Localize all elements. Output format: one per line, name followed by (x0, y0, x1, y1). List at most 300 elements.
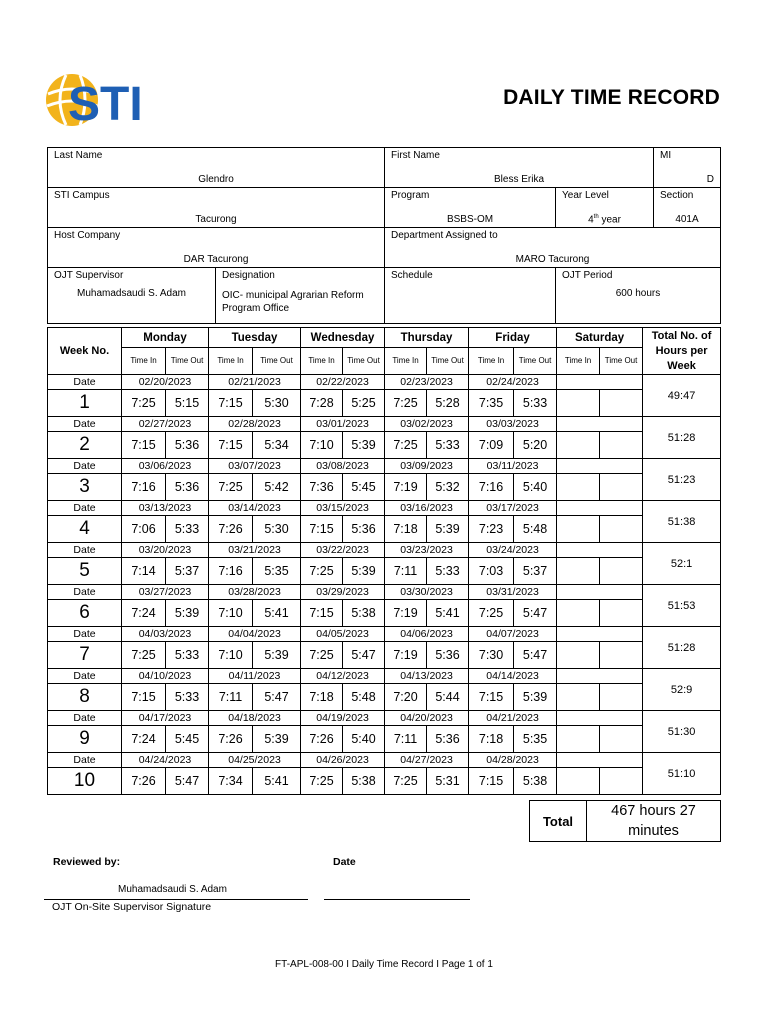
date-cell-thursday: 03/16/2023 (385, 501, 469, 516)
time-in-thursday: 7:25 (385, 390, 427, 417)
time-out-tuesday: 5:30 (253, 390, 301, 417)
time-out-friday: 5:37 (514, 558, 557, 585)
time-out-wednesday: 5:38 (343, 600, 385, 627)
time-in-wednesday: 7:25 (301, 558, 343, 585)
date-cell-tuesday: 04/11/2023 (209, 669, 301, 684)
time-out-tuesday: 5:39 (253, 726, 301, 753)
reviewer-name: Muhamadsaudi S. Adam (118, 884, 227, 895)
time-in-wednesday: 7:18 (301, 684, 343, 711)
date-cell-wednesday: 03/15/2023 (301, 501, 385, 516)
date-row-label: Date (48, 501, 122, 516)
year-level-label: Year Level (562, 190, 609, 201)
time-out-monday: 5:37 (166, 558, 209, 585)
time-in-friday: 7:35 (469, 390, 514, 417)
section-label: Section (660, 190, 694, 201)
time-in-tuesday: 7:25 (209, 474, 253, 501)
time-out-monday: 5:39 (166, 600, 209, 627)
week-number: 5 (48, 558, 122, 585)
time-in-header-tuesday: Time In (209, 348, 253, 375)
year-level-value: 4th year (588, 213, 621, 225)
time-in-monday: 7:14 (122, 558, 166, 585)
time-out-wednesday: 5:38 (343, 768, 385, 795)
time-in-monday: 7:25 (122, 390, 166, 417)
page-title: DAILY TIME RECORD (503, 86, 720, 109)
date-cell-friday: 03/03/2023 (469, 417, 557, 432)
campus-cell (48, 188, 385, 228)
time-in-saturday (557, 432, 600, 459)
time-in-monday: 7:15 (122, 684, 166, 711)
date-cell-friday: 04/21/2023 (469, 711, 557, 726)
supervisor-cell (48, 268, 216, 324)
time-in-wednesday: 7:28 (301, 390, 343, 417)
time-out-friday: 5:35 (514, 726, 557, 753)
last-name-label: Last Name (54, 150, 103, 161)
supervisor-label: OJT Supervisor (54, 270, 124, 281)
supervisor-value: Muhamadsaudi S. Adam (77, 288, 186, 299)
week-time-row (48, 432, 721, 459)
student-info-table (47, 147, 721, 324)
date-cell-friday: 04/07/2023 (469, 627, 557, 642)
department-label: Department Assigned to (391, 230, 498, 241)
date-cell-wednesday: 04/26/2023 (301, 753, 385, 768)
time-in-saturday (557, 642, 600, 669)
date-cell-tuesday: 03/21/2023 (209, 543, 301, 558)
date-cell-thursday: 04/13/2023 (385, 669, 469, 684)
week-number: 3 (48, 474, 122, 501)
time-in-wednesday: 7:25 (301, 768, 343, 795)
time-out-saturday (600, 726, 643, 753)
time-in-friday: 7:09 (469, 432, 514, 459)
time-in-saturday (557, 516, 600, 543)
time-in-header-thursday: Time In (385, 348, 427, 375)
time-out-saturday (600, 390, 643, 417)
date-cell-wednesday: 03/08/2023 (301, 459, 385, 474)
time-in-monday: 7:24 (122, 726, 166, 753)
time-out-friday: 5:40 (514, 474, 557, 501)
host-company-label: Host Company (54, 230, 121, 241)
year-level-cell (556, 188, 654, 228)
time-out-thursday: 5:36 (427, 726, 469, 753)
date-cell-saturday (557, 669, 643, 684)
signature-line (44, 899, 308, 900)
date-cell-monday: 03/13/2023 (122, 501, 209, 516)
time-out-header-wednesday: Time Out (343, 348, 385, 375)
date-cell-monday: 02/27/2023 (122, 417, 209, 432)
time-out-friday: 5:38 (514, 768, 557, 795)
week-total-hours: 51:23 (643, 459, 721, 501)
time-in-saturday (557, 684, 600, 711)
department-cell (385, 228, 721, 268)
week-date-row (48, 585, 721, 600)
date-cell-thursday: 03/09/2023 (385, 459, 469, 474)
schedule-cell (385, 268, 556, 324)
time-in-friday: 7:30 (469, 642, 514, 669)
page-footer: FT-APL-008-00 I Daily Time Record I Page 1 of 1 (275, 959, 493, 970)
date-cell-saturday (557, 459, 643, 474)
program-value: BSBS-OM (446, 214, 494, 225)
week-time-row (48, 726, 721, 753)
date-cell-wednesday: 03/01/2023 (301, 417, 385, 432)
date-row-label: Date (48, 669, 122, 684)
time-out-saturday (600, 768, 643, 795)
time-in-wednesday: 7:25 (301, 642, 343, 669)
schedule-label: Schedule (391, 270, 433, 281)
time-in-wednesday: 7:15 (301, 516, 343, 543)
week-date-row (48, 459, 721, 474)
time-out-thursday: 5:39 (427, 516, 469, 543)
date-line (324, 899, 470, 900)
time-out-wednesday: 5:48 (343, 684, 385, 711)
date-cell-wednesday: 03/22/2023 (301, 543, 385, 558)
day-header-tuesday: Tuesday (209, 328, 301, 348)
time-in-monday: 7:15 (122, 432, 166, 459)
week-time-row (48, 516, 721, 543)
week-total-hours: 52:1 (643, 543, 721, 585)
mi-label: MI (660, 150, 672, 161)
first-name-cell (385, 148, 654, 188)
time-in-saturday (557, 600, 600, 627)
time-in-saturday (557, 390, 600, 417)
week-date-row (48, 753, 721, 768)
date-cell-tuesday: 04/18/2023 (209, 711, 301, 726)
date-cell-monday: 04/10/2023 (122, 669, 209, 684)
time-in-friday: 7:23 (469, 516, 514, 543)
time-in-monday: 7:25 (122, 642, 166, 669)
time-in-thursday: 7:25 (385, 432, 427, 459)
ojt-period-label: OJT Period (562, 270, 613, 281)
grand-total-value: 467 hours 27 minutes (587, 801, 721, 842)
time-out-friday: 5:20 (514, 432, 557, 459)
week-total-hours: 52:9 (643, 669, 721, 711)
date-cell-tuesday: 03/14/2023 (209, 501, 301, 516)
date-cell-wednesday: 04/12/2023 (301, 669, 385, 684)
time-out-saturday (600, 684, 643, 711)
date-cell-monday: 02/20/2023 (122, 375, 209, 390)
mi-value: D (706, 174, 714, 185)
week-date-row (48, 669, 721, 684)
host-company-value: DAR Tacurong (183, 254, 249, 265)
time-in-saturday (557, 558, 600, 585)
program-cell (385, 188, 556, 228)
date-cell-friday: 03/24/2023 (469, 543, 557, 558)
time-out-header-monday: Time Out (166, 348, 209, 375)
time-out-thursday: 5:28 (427, 390, 469, 417)
date-cell-thursday: 04/27/2023 (385, 753, 469, 768)
date-cell-tuesday: 02/28/2023 (209, 417, 301, 432)
week-time-row (48, 768, 721, 795)
time-in-friday: 7:18 (469, 726, 514, 753)
week-time-row (48, 390, 721, 417)
time-out-thursday: 5:33 (427, 432, 469, 459)
logo-text: STI (68, 78, 143, 130)
time-in-header-saturday: Time In (557, 348, 600, 375)
week-date-row (48, 501, 721, 516)
campus-label: STI Campus (54, 190, 110, 201)
ojt-period-value: 600 hours (615, 288, 661, 299)
time-in-tuesday: 7:26 (209, 516, 253, 543)
date-cell-saturday (557, 501, 643, 516)
date-cell-friday: 03/17/2023 (469, 501, 557, 516)
week-time-row (48, 642, 721, 669)
date-cell-monday: 04/17/2023 (122, 711, 209, 726)
time-in-tuesday: 7:16 (209, 558, 253, 585)
time-out-tuesday: 5:39 (253, 642, 301, 669)
time-out-header-saturday: Time Out (600, 348, 643, 375)
date-row-label: Date (48, 459, 122, 474)
time-in-thursday: 7:11 (385, 726, 427, 753)
time-in-saturday (557, 768, 600, 795)
mi-cell (654, 148, 721, 188)
week-number: 8 (48, 684, 122, 711)
date-cell-thursday: 04/06/2023 (385, 627, 469, 642)
date-cell-monday: 03/27/2023 (122, 585, 209, 600)
time-out-tuesday: 5:42 (253, 474, 301, 501)
day-header-friday: Friday (469, 328, 557, 348)
time-out-friday: 5:39 (514, 684, 557, 711)
time-out-tuesday: 5:41 (253, 600, 301, 627)
time-out-wednesday: 5:47 (343, 642, 385, 669)
time-out-monday: 5:33 (166, 516, 209, 543)
week-number: 2 (48, 432, 122, 459)
week-number: 7 (48, 642, 122, 669)
date-cell-thursday: 03/02/2023 (385, 417, 469, 432)
time-in-tuesday: 7:11 (209, 684, 253, 711)
ojt-period-cell (556, 268, 721, 324)
week-number: 10 (48, 768, 122, 795)
date-cell-thursday: 04/20/2023 (385, 711, 469, 726)
date-row-label: Date (48, 543, 122, 558)
date-cell-wednesday: 02/22/2023 (301, 375, 385, 390)
time-in-thursday: 7:19 (385, 642, 427, 669)
campus-value: Tacurong (195, 214, 237, 225)
time-in-header-monday: Time In (122, 348, 166, 375)
time-out-saturday (600, 474, 643, 501)
time-out-wednesday: 5:39 (343, 432, 385, 459)
last-name-value: Glendro (198, 174, 234, 185)
date-cell-saturday (557, 417, 643, 432)
time-in-header-wednesday: Time In (301, 348, 343, 375)
day-header-wednesday: Wednesday (301, 328, 385, 348)
time-out-friday: 5:47 (514, 600, 557, 627)
time-in-friday: 7:03 (469, 558, 514, 585)
time-in-thursday: 7:25 (385, 768, 427, 795)
reviewed-by-label: Reviewed by: (53, 856, 121, 868)
week-number: 4 (48, 516, 122, 543)
date-cell-saturday (557, 627, 643, 642)
date-cell-monday: 03/20/2023 (122, 543, 209, 558)
week-total-hours: 51:28 (643, 417, 721, 459)
designation-cell (216, 268, 385, 324)
date-cell-saturday (557, 753, 643, 768)
time-out-tuesday: 5:41 (253, 768, 301, 795)
time-out-tuesday: 5:35 (253, 558, 301, 585)
time-out-friday: 5:47 (514, 642, 557, 669)
day-header-thursday: Thursday (385, 328, 469, 348)
time-out-wednesday: 5:25 (343, 390, 385, 417)
time-out-monday: 5:15 (166, 390, 209, 417)
section-cell (654, 188, 721, 228)
week-total-hours: 51:53 (643, 585, 721, 627)
date-cell-tuesday: 03/07/2023 (209, 459, 301, 474)
time-in-thursday: 7:11 (385, 558, 427, 585)
week-no-header: Week No. (48, 328, 122, 375)
time-in-monday: 7:26 (122, 768, 166, 795)
week-total-hours: 51:30 (643, 711, 721, 753)
time-in-tuesday: 7:34 (209, 768, 253, 795)
date-cell-thursday: 02/23/2023 (385, 375, 469, 390)
week-time-row (48, 600, 721, 627)
time-out-saturday (600, 516, 643, 543)
time-in-tuesday: 7:10 (209, 642, 253, 669)
date-cell-thursday: 03/30/2023 (385, 585, 469, 600)
date-row-label: Date (48, 711, 122, 726)
time-in-tuesday: 7:15 (209, 390, 253, 417)
time-in-tuesday: 7:10 (209, 600, 253, 627)
time-out-thursday: 5:33 (427, 558, 469, 585)
date-row-label: Date (48, 627, 122, 642)
date-cell-tuesday: 04/04/2023 (209, 627, 301, 642)
date-cell-friday: 02/24/2023 (469, 375, 557, 390)
date-cell-monday: 03/06/2023 (122, 459, 209, 474)
date-cell-saturday (557, 543, 643, 558)
attendance-table (47, 327, 721, 795)
time-in-friday: 7:16 (469, 474, 514, 501)
review-date-label: Date (333, 856, 356, 868)
date-cell-friday: 03/31/2023 (469, 585, 557, 600)
date-row-label: Date (48, 375, 122, 390)
week-date-row (48, 375, 721, 390)
designation-label: Designation (222, 270, 275, 281)
time-out-saturday (600, 642, 643, 669)
week-total-hours: 51:28 (643, 627, 721, 669)
time-out-monday: 5:45 (166, 726, 209, 753)
date-cell-monday: 04/03/2023 (122, 627, 209, 642)
week-date-row (48, 543, 721, 558)
time-out-wednesday: 5:39 (343, 558, 385, 585)
time-in-wednesday: 7:15 (301, 600, 343, 627)
date-cell-tuesday: 03/28/2023 (209, 585, 301, 600)
grand-total-box (529, 800, 721, 842)
date-cell-friday: 04/28/2023 (469, 753, 557, 768)
time-out-thursday: 5:31 (427, 768, 469, 795)
time-out-saturday (600, 558, 643, 585)
time-in-thursday: 7:19 (385, 474, 427, 501)
time-in-monday: 7:24 (122, 600, 166, 627)
time-out-header-tuesday: Time Out (253, 348, 301, 375)
date-cell-tuesday: 04/25/2023 (209, 753, 301, 768)
week-number: 9 (48, 726, 122, 753)
time-in-friday: 7:25 (469, 600, 514, 627)
time-in-thursday: 7:19 (385, 600, 427, 627)
date-cell-monday: 04/24/2023 (122, 753, 209, 768)
week-time-row (48, 684, 721, 711)
time-out-header-thursday: Time Out (427, 348, 469, 375)
time-in-saturday (557, 726, 600, 753)
time-in-tuesday: 7:26 (209, 726, 253, 753)
last-name-cell (48, 148, 385, 188)
designation-value: OIC- municipal Agrarian Reform Program Office (222, 290, 364, 314)
sti-logo (44, 70, 172, 130)
time-in-thursday: 7:20 (385, 684, 427, 711)
time-out-tuesday: 5:47 (253, 684, 301, 711)
date-cell-thursday: 03/23/2023 (385, 543, 469, 558)
day-header-monday: Monday (122, 328, 209, 348)
time-out-saturday (600, 432, 643, 459)
time-in-saturday (557, 474, 600, 501)
date-cell-friday: 03/11/2023 (469, 459, 557, 474)
first-name-value: Bless Erika (493, 174, 544, 185)
date-cell-friday: 04/14/2023 (469, 669, 557, 684)
date-row-label: Date (48, 585, 122, 600)
time-out-wednesday: 5:40 (343, 726, 385, 753)
day-header-saturday: Saturday (557, 328, 643, 348)
week-total-hours: 51:10 (643, 753, 721, 795)
first-name-label: First Name (391, 150, 440, 161)
time-out-friday: 5:48 (514, 516, 557, 543)
time-out-tuesday: 5:30 (253, 516, 301, 543)
date-cell-wednesday: 04/05/2023 (301, 627, 385, 642)
date-row-label: Date (48, 417, 122, 432)
date-row-label: Date (48, 753, 122, 768)
time-in-monday: 7:16 (122, 474, 166, 501)
time-in-wednesday: 7:10 (301, 432, 343, 459)
time-out-thursday: 5:41 (427, 600, 469, 627)
time-out-friday: 5:33 (514, 390, 557, 417)
time-in-monday: 7:06 (122, 516, 166, 543)
date-cell-saturday (557, 711, 643, 726)
time-in-friday: 7:15 (469, 768, 514, 795)
total-hours-header: Total No. of Hours per Week (643, 328, 721, 375)
time-in-wednesday: 7:26 (301, 726, 343, 753)
time-in-thursday: 7:18 (385, 516, 427, 543)
time-out-thursday: 5:36 (427, 642, 469, 669)
week-number: 6 (48, 600, 122, 627)
time-out-monday: 5:33 (166, 684, 209, 711)
time-in-wednesday: 7:36 (301, 474, 343, 501)
date-cell-wednesday: 03/29/2023 (301, 585, 385, 600)
time-out-monday: 5:36 (166, 474, 209, 501)
signature-caption: OJT On-Site Supervisor Signature (52, 901, 212, 913)
program-label: Program (391, 190, 430, 201)
grand-total-label: Total (530, 801, 587, 842)
host-company-cell (48, 228, 385, 268)
week-number: 1 (48, 390, 122, 417)
time-out-thursday: 5:44 (427, 684, 469, 711)
department-value: MARO Tacurong (515, 254, 590, 265)
week-total-hours: 49:47 (643, 375, 721, 417)
time-out-wednesday: 5:45 (343, 474, 385, 501)
date-cell-saturday (557, 585, 643, 600)
time-out-header-friday: Time Out (514, 348, 557, 375)
time-in-tuesday: 7:15 (209, 432, 253, 459)
time-out-monday: 5:47 (166, 768, 209, 795)
time-out-thursday: 5:32 (427, 474, 469, 501)
time-out-tuesday: 5:34 (253, 432, 301, 459)
week-date-row (48, 417, 721, 432)
time-out-saturday (600, 600, 643, 627)
time-out-monday: 5:36 (166, 432, 209, 459)
week-date-row (48, 627, 721, 642)
date-cell-tuesday: 02/21/2023 (209, 375, 301, 390)
time-in-friday: 7:15 (469, 684, 514, 711)
date-cell-wednesday: 04/19/2023 (301, 711, 385, 726)
time-in-header-friday: Time In (469, 348, 514, 375)
time-out-monday: 5:33 (166, 642, 209, 669)
week-date-row (48, 711, 721, 726)
date-cell-saturday (557, 375, 643, 390)
section-value: 401A (675, 214, 699, 225)
week-time-row (48, 474, 721, 501)
